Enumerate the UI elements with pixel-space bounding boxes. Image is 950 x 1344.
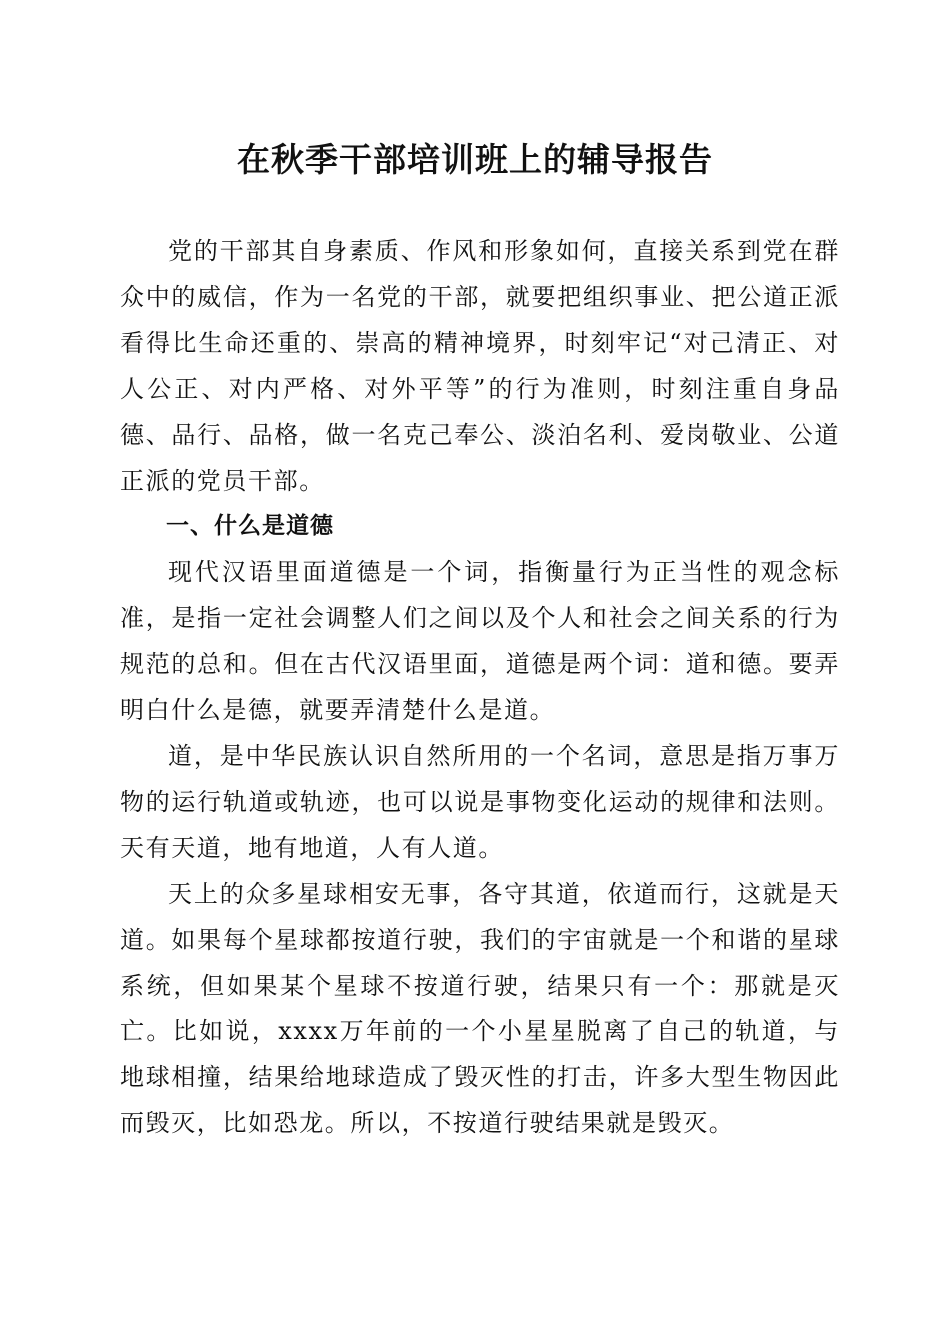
document-body <box>120 229 840 1147</box>
section-paragraph-2: 道，是中华民族认识自然所用的一个名词，意思是指万事万物的运行轨道或轨迹，也可以说是事物变化运动的规律和法则。天有天道，地有地道，人有人道。 <box>120 741 840 862</box>
section-paragraph-3: 天上的众多星球相安无事，各守其道，依道而行，这就是天道。如果每个星球都按道行驶，我们的宇宙就是一个和谐的星球系统，但如果某个星球不按道行驶，结果只有一个：那就是灭亡。比如说，xxxx万年前的一个小星星脱离了自己的轨道，与地球相撞，结果给地球造成了毁灭性的打击，许多大型生物因此而毁灭，比如恐龙。所以，不按道行驶结果就是毁灭。 <box>120 879 840 1138</box>
section-heading-what-is-morality: 一、什么是道德 <box>166 513 334 540</box>
section-paragraph-1: 现代汉语里面道德是一个词，指衡量行为正当性的观念标准，是指一定社会调整人们之间以及个人和社会之间关系的行为规范的总和。但在古代汉语里面，道德是两个词：道和德。要弄明白什么是德，就要弄清楚什么是道。 <box>120 558 840 725</box>
document-title: 在秋季干部培训班上的辅导报告 <box>237 140 713 179</box>
intro-paragraph: 党的干部其自身素质、作风和形象如何，直接关系到党在群众中的威信，作为一名党的干部，就要把组织事业、把公道正派看得比生命还重的、崇高的精神境界，时刻牢记“对己清正、对人公正、对内严格、对外平等”的行为准则，时刻注重自身品德、品行、品格，做一名克己奉公、淡泊名利、爱岗敬业、公道正派的党员干部。 <box>120 237 840 495</box>
